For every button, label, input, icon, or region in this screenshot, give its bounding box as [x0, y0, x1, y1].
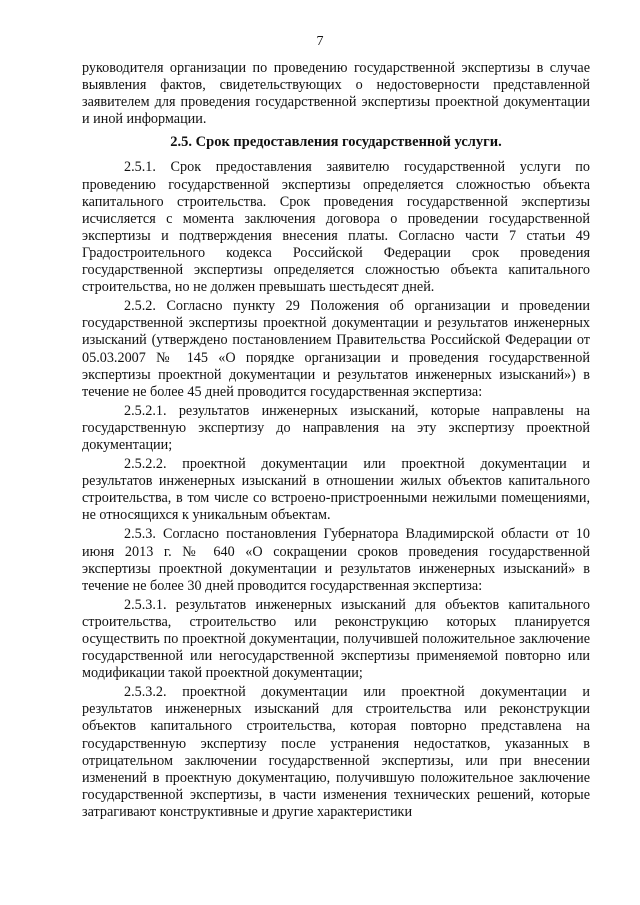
paragraph-2-5-3-2: 2.5.3.2. проектной документации или проектной документации и результатов инженерных изысканий для строительства или реконструкции объектов капитального строительства, которая повторно представлена на государственную экспертизу после устранения недостатков, указанных в отрицательном заключении государственной экспертизы, или при внесении изменений в проектную документацию, получившую положительное заключение государственной экспертизы, в части изменения технических решений, которые затрагивают конструктивные и другие характеристики [82, 684, 590, 820]
paragraph-continuation: руководителя организации по проведению государственной экспертизы в случае выявления фактов, свидетельствующих о недостоверности представленной заявителем для проведения государственной экспертизы проектной документации и иной информации. [82, 60, 590, 128]
paragraph-2-5-2-2: 2.5.2.2. проектной документации или проектной документации и результатов инженерных изысканий в отношении жилых объектов капитального строительства, в том числе со встроено-пристроенными нежилыми помещениями, не относящихся к уникальным объектам. [82, 456, 590, 524]
paragraph-2-5-1: 2.5.1. Срок предоставления заявителю государственной услуги по проведению государственной экспертизы определяется сложностью объекта капитального строительства. Срок проведения государственной экспертизы исчисляется с момента заключения договора о проведении государственной экспертизы и подтверждения внесения платы. Согласно части 7 статьи 49 Градостроительного кодекса Российской Федерации срок проведения государственной экспертизы определяется сложностью объекта капитального строительства, но не должен превышать шестьдесят дней. [82, 159, 590, 296]
paragraph-2-5-3: 2.5.3. Согласно постановления Губернатора Владимирской области от 10 июня 2013 г. № 640 «О сокращении сроков проведения государственной экспертизы проектной документации и результатов инженерных изысканий» в течение не более 30 дней проводится государственная экспертиза: [82, 526, 590, 594]
paragraph-2-5-2: 2.5.2. Согласно пункту 29 Положения об организации и проведении государственной экспертизы проектной документации и результатов инженерных изысканий (утверждено постановлением Правительства Российской Федерации от 05.03.2007 № 145 «О порядке организации и проведения государственной экспертизы проектной документации и результатов инженерных изысканий») в течение не более 45 дней проводится государственная экспертиза: [82, 298, 590, 400]
paragraph-2-5-3-1: 2.5.3.1. результатов инженерных изысканий для объектов капитального строительства, строительство или реконструкцию которых планируется осуществить по проектной документации, получившей положительное заключение государственной или негосударственной экспертизы применяемой повторно или модификации такой проектной документации; [82, 596, 590, 682]
page-number: 7 [316, 34, 324, 49]
section-heading: 2.5. Срок предоставления государственной услуги. [170, 134, 502, 151]
paragraph-2-5-2-1: 2.5.2.1. результатов инженерных изысканий, которые направлены на государственную экспертизу до направления на эту экспертизу проектной документации; [82, 402, 590, 453]
document-body [82, 60, 590, 821]
